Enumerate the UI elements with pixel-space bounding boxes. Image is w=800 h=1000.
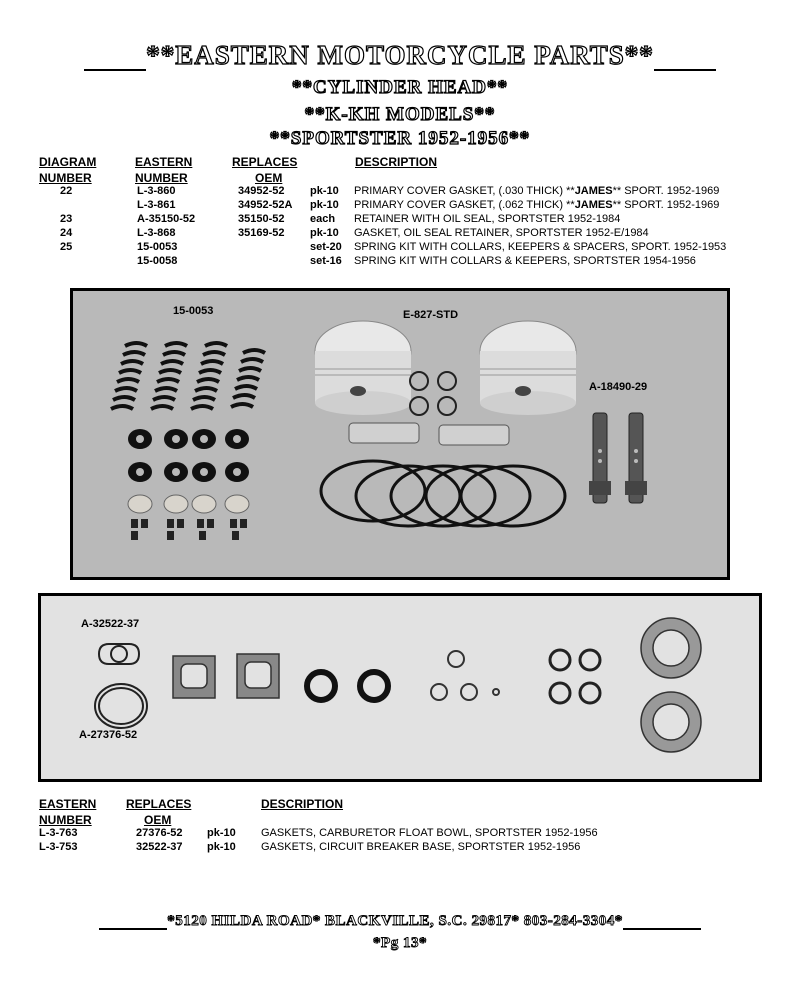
- col-description: DESCRIPTION: [355, 155, 438, 169]
- t2-col-replaces-a: REPLACES: [126, 797, 192, 811]
- row-eastern-number: L-3-861: [137, 199, 176, 211]
- row-oem-number: 35150-52: [238, 213, 285, 225]
- row-quantity: pk-10: [207, 827, 236, 839]
- breaker-base-gasket: [99, 644, 139, 664]
- row-description: GASKETS, CIRCUIT BREAKER BASE, SPORTSTER 1952-1956: [261, 841, 581, 853]
- row-description-part: SPRING KIT WITH COLLARS, KEEPERS & SPACERS, SPORT. 1952-1953: [354, 241, 727, 253]
- row-eastern-number: 15-0053: [137, 241, 178, 253]
- col-diagram-a: DIAGRAM: [39, 155, 97, 169]
- header-subtitle-1: **CYLINDER HEAD**: [292, 77, 508, 98]
- row-description: [354, 199, 719, 211]
- header-rule-left: [84, 69, 146, 71]
- row-quantity: set-16: [310, 255, 342, 267]
- header-subtitle-2: **K-KH MODELS**: [304, 104, 496, 125]
- row-description: [354, 227, 649, 239]
- engine-parts-drawing: [73, 291, 727, 577]
- footer-address-line: [0, 913, 800, 930]
- piston-rings: [321, 461, 565, 526]
- col-replaces-b: OEM: [255, 171, 283, 185]
- row-description: [354, 213, 620, 225]
- head-gaskets: [173, 654, 279, 698]
- t2-col-eastern-a: EASTERN: [39, 797, 97, 811]
- seal-rings: [550, 650, 600, 703]
- row-description-part: PRIMARY COVER GASKET, (.062 THICK) **: [354, 199, 575, 211]
- pistons: [315, 321, 576, 415]
- spacers: [128, 495, 249, 513]
- row-description: [354, 255, 696, 267]
- row-description: [354, 241, 726, 253]
- row-description-part: RETAINER WITH OIL SEAL, SPORTSTER 1952-1984: [354, 213, 621, 225]
- label-tappets: A-18490-29: [589, 381, 648, 393]
- label-breaker-gasket: A-32522-37: [81, 618, 140, 630]
- small-washers: [431, 651, 499, 700]
- gaskets-photo: [38, 593, 762, 782]
- row-description-part: ** SPORT. 1952-1969: [612, 185, 720, 197]
- gaskets-drawing: [41, 596, 759, 779]
- row-description: GASKETS, CARBURETOR FLOAT BOWL, SPORTSTER 1952-1956: [261, 827, 598, 839]
- row-eastern-number: 15-0058: [137, 255, 178, 267]
- footer-rule-left: [99, 928, 167, 930]
- row-oem-number: 27376-52: [136, 827, 183, 839]
- t2-col-eastern-b: NUMBER: [39, 813, 92, 827]
- label-pistons: E-827-STD: [403, 309, 459, 321]
- float-bowl-gasket: [95, 684, 147, 728]
- valve-springs: [111, 343, 265, 409]
- tappets: [589, 413, 647, 503]
- row-description-part: ** SPORT. 1952-1969: [612, 199, 720, 211]
- o-rings: [307, 672, 388, 700]
- row-diagram-number: 25: [60, 241, 73, 253]
- page-number: *Pg 13*: [373, 935, 427, 951]
- row-eastern-number: L-3-868: [137, 227, 176, 239]
- row-eastern-number: L-3-860: [137, 185, 176, 197]
- label-float-bowl-gasket: A-27376-52: [79, 729, 138, 741]
- label-springs: 15-0053: [173, 305, 214, 317]
- valve-keepers: [131, 519, 247, 540]
- piston-pins: [349, 423, 509, 445]
- row-description-part: JAMES: [574, 185, 613, 197]
- row-description-part: SPRING KIT WITH COLLARS & KEEPERS, SPORTSTER 1954-1956: [354, 255, 696, 267]
- header-subtitle-3: **SPORTSTER 1952-1956**: [269, 128, 531, 149]
- row-eastern-number: L-3-763: [39, 827, 78, 839]
- t2-col-description: DESCRIPTION: [261, 797, 344, 811]
- row-description: [354, 185, 719, 197]
- footer-address: *5120 HILDA ROAD* BLACKVILLE, S.C. 29817* 803-284-3304*: [167, 913, 623, 929]
- row-quantity: pk-10: [310, 227, 339, 239]
- col-replaces-a: REPLACES: [232, 155, 298, 169]
- row-eastern-number: A-35150-52: [137, 213, 196, 225]
- row-description-part: GASKET, OIL SEAL RETAINER, SPORTSTER 1952-E/1984: [354, 227, 649, 239]
- col-eastern-a: EASTERN: [135, 155, 193, 169]
- row-oem-number: 32522-37: [136, 841, 183, 853]
- header-line1: **EASTERN MOTORCYCLE PARTS**: [146, 40, 654, 70]
- row-description-part: JAMES: [574, 199, 613, 211]
- row-diagram-number: 22: [60, 185, 73, 197]
- row-quantity: pk-10: [207, 841, 236, 853]
- col-diagram-b: NUMBER: [39, 171, 92, 185]
- row-oem-number: 34952-52: [238, 185, 285, 197]
- row-quantity: pk-10: [310, 185, 339, 197]
- row-diagram-number: 24: [60, 227, 73, 239]
- t2-col-replaces-b: OEM: [144, 813, 172, 827]
- header-rule-right: [654, 69, 716, 71]
- row-eastern-number: L-3-753: [39, 841, 78, 853]
- row-quantity: pk-10: [310, 199, 339, 211]
- engine-parts-photo: [70, 288, 730, 580]
- row-oem-number: 34952-52A: [238, 199, 293, 211]
- header-title: [0, 40, 800, 71]
- spring-collars: [128, 429, 249, 482]
- row-oem-number: 35169-52: [238, 227, 285, 239]
- row-quantity: each: [310, 213, 336, 225]
- row-quantity: set-20: [310, 241, 342, 253]
- row-description-part: PRIMARY COVER GASKET, (.030 THICK) **: [354, 185, 575, 197]
- piston-pin-clips: [410, 372, 456, 415]
- round-gaskets: [641, 618, 701, 752]
- col-eastern-b: NUMBER: [135, 171, 188, 185]
- row-diagram-number: 23: [60, 213, 73, 225]
- footer-rule-right: [623, 928, 701, 930]
